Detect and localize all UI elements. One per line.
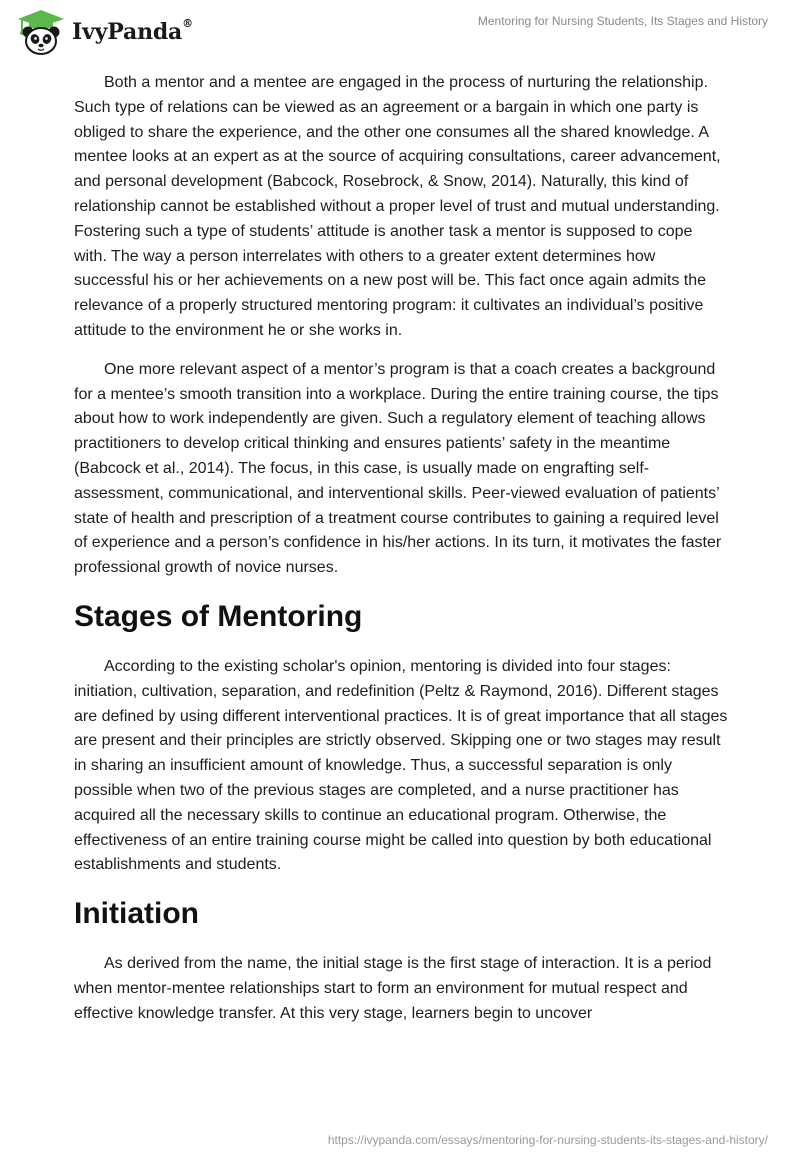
heading-initiation: Initiation (74, 897, 199, 931)
panda-graduate-icon (14, 8, 68, 56)
essay-content (74, 71, 728, 1041)
document-title: Mentoring for Nursing Students, Its Stages and History (477, 14, 768, 28)
source-url[interactable]: https://ivypanda.com/essays/mentoring-for-nursing-students-its-stages-and-history/ (327, 1133, 768, 1147)
ivypanda-logo[interactable] (14, 8, 193, 56)
paragraph-4: As derived from the name, the initial stage is the first stage of interaction. It is a period when mentor-mentee relationships start to form an environment for mutual respect and effective knowledge transfer. At this very stage, learners begin to uncover (74, 955, 712, 1022)
heading-stages-of-mentoring: Stages of Mentoring (74, 599, 363, 633)
logo-wordmark (72, 19, 193, 45)
paragraph-3: According to the existing scholar's opinion, mentoring is divided into four stages: initiation, cultivation, separation, and redefinition (Peltz & Raymond, 2016). Different stages are defined by using different interventional practices. It is of great importance that all stages are present and their principles are strictly observed. Skipping one or two stages may result in sharing an insufficient amount of knowledge. Thus, a successful separation is only possible when two of the previous stages are completed, and a nurse practitioner has acquired all the necessary skills to continue an educational program. Otherwise, the effectiveness of an entire training course might be called into question by both educational establishments and students. (74, 657, 728, 874)
paragraph-1: Both a mentor and a mentee are engaged in the process of nurturing the relationship. Such type of relations can be viewed as an agreement or a bargain in which one party is obliged to share the experience, and the other one consumes all the shared knowledge. A mentee looks at an expert as at the source of acquiring consultations, career advancement, and personal development (Babcock, Rosebrock, & Snow, 2014). Naturally, this kind of relationship cannot be established without a proper level of trust and mutual understanding. Fostering such a type of students’ attitude is another task a mentor is supposed to cope with. The way a person interrelates with others to a greater extent determines how successful his or her achievements on a new post will be. This fact once again admits the relevance of a properly structured mentoring program: it cultivates an individual’s positive attitude to the environment he or she works in. (74, 74, 721, 339)
logo-wordmark-text: IvyPanda (72, 19, 183, 45)
page-header (0, 0, 800, 62)
registered-mark: ® (182, 17, 193, 30)
paragraph-2: One more relevant aspect of a mentor’s program is that a coach creates a background for a mentee’s smooth transition into a workplace. During the entire training course, the tips about how to work independently are given. Such a regulatory element of teaching allows practitioners to develop critical thinking and ensures patients’ safety in the meantime (Babcock et al., 2014). The focus, in this case, is usually made on engrafting self-assessment, communicational, and interventional skills. Peer-viewed evaluation of patients’ state of health and prescription of a treatment course contributes to gaining a required level of experience and a person’s confidence in his/her actions. In its turn, it motivates the faster professional growth of novice nurses. (74, 360, 722, 577)
